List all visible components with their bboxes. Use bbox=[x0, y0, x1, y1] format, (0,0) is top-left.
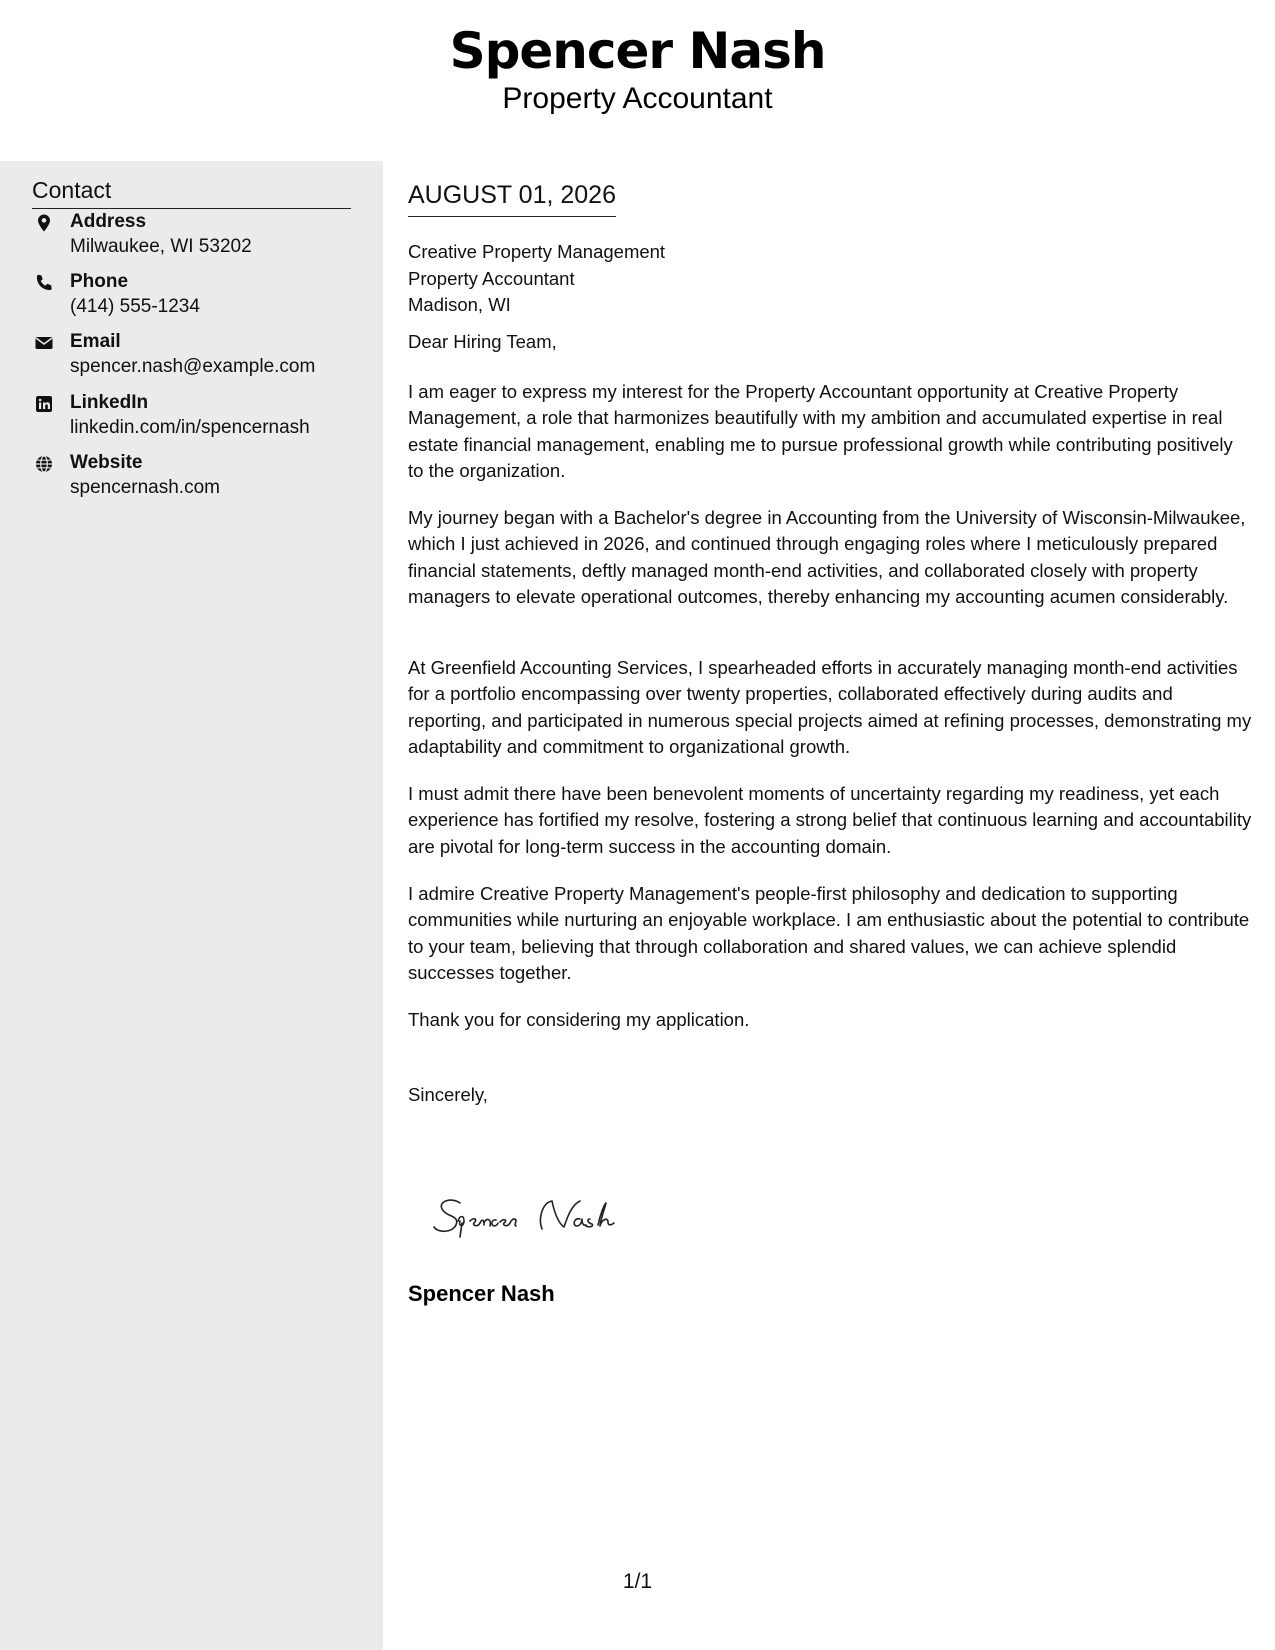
contact-label: Address bbox=[70, 211, 147, 232]
signer-name: Spencer Nash bbox=[408, 1281, 555, 1306]
paragraph-2: My journey began with a Bachelor's degree in Accounting from the University of Wisconsin-Milwaukee, which I just achieved in 2026, and continued through engaging roles where I meticulously prepared financial statements, deftly managed month-end activities, and collaborated closely with property managers to elevate operational outcomes, thereby enhancing my accounting acumen considerably. bbox=[408, 507, 1246, 608]
contact-value: (414) 555-1234 bbox=[70, 296, 200, 317]
applicant-role: Property Accountant bbox=[502, 82, 773, 115]
map-pin-icon bbox=[34, 213, 54, 233]
paragraph-1: I am eager to express my interest for the Property Accountant opportunity at Creative Property Management, a role that harmonizes beautifully with my ambition and accumulated expertise in real estate financial management, enabling me to pursue professional growth while contributing positively to the organization. bbox=[408, 381, 1233, 482]
contact-website bbox=[32, 452, 362, 504]
page-number-text: 1/1 bbox=[622, 1570, 653, 1593]
contact-label: Email bbox=[70, 331, 121, 352]
page-number bbox=[0, 1570, 1275, 1594]
greeting: Dear Hiring Team, bbox=[408, 331, 557, 352]
contact-linkedin bbox=[32, 392, 362, 444]
letter-date: AUGUST 01, 2026 bbox=[408, 181, 616, 217]
handwritten-signature bbox=[430, 1189, 650, 1249]
globe-icon bbox=[34, 454, 54, 474]
contact-sidebar bbox=[0, 161, 383, 1650]
resume-header bbox=[0, 0, 1275, 161]
contact-value: Milwaukee, WI 53202 bbox=[70, 236, 252, 257]
contact-value[interactable]: spencer.nash@example.com bbox=[70, 356, 316, 377]
contact-address bbox=[32, 211, 362, 263]
recipient-location: Madison, WI bbox=[408, 294, 511, 315]
paragraph-6: Thank you for considering my application. bbox=[408, 1009, 750, 1030]
contact-label: Website bbox=[70, 452, 143, 473]
recipient-position: Property Accountant bbox=[408, 267, 575, 289]
contact-email bbox=[32, 331, 362, 383]
contact-value[interactable]: spencernash.com bbox=[70, 477, 220, 498]
contact-heading: Contact bbox=[32, 177, 351, 209]
recipient-block bbox=[408, 239, 665, 319]
phone-icon bbox=[34, 273, 54, 293]
linkedin-icon bbox=[34, 394, 54, 414]
contact-value[interactable]: linkedin.com/in/spencernash bbox=[70, 417, 310, 438]
contact-phone bbox=[32, 271, 362, 323]
paragraph-5: I admire Creative Property Management's people-first philosophy and dedication to supporting communities while nurturing an enjoyable workplace. I am enthusiastic about the potential to contribute to your team, believing that through collaboration and shared values, we can achieve splendid successes together. bbox=[408, 883, 1250, 984]
contact-label: LinkedIn bbox=[70, 392, 149, 413]
contact-label: Phone bbox=[70, 271, 129, 292]
paragraph-4: I must admit there have been benevolent moments of uncertainty regarding my readiness, yet each experience has fortified my resolve, fostering a strong belief that continuous learning and accountability are pivotal for long-term success in the accounting domain. bbox=[408, 783, 1252, 857]
closing: Sincerely, bbox=[408, 1084, 488, 1105]
paragraph-3: At Greenfield Accounting Services, I spearheaded efforts in accurately managing month-end activities for a portfolio encompassing over twenty properties, collaborated effectively during audits and reporting, and participated in numerous special projects aimed at refining processes, demonstrating my adaptability and commitment to organizational growth. bbox=[408, 657, 1252, 758]
envelope-icon bbox=[34, 333, 54, 353]
recipient-company: Creative Property Management bbox=[408, 241, 666, 262]
applicant-name: Spencer Nash bbox=[449, 22, 826, 80]
